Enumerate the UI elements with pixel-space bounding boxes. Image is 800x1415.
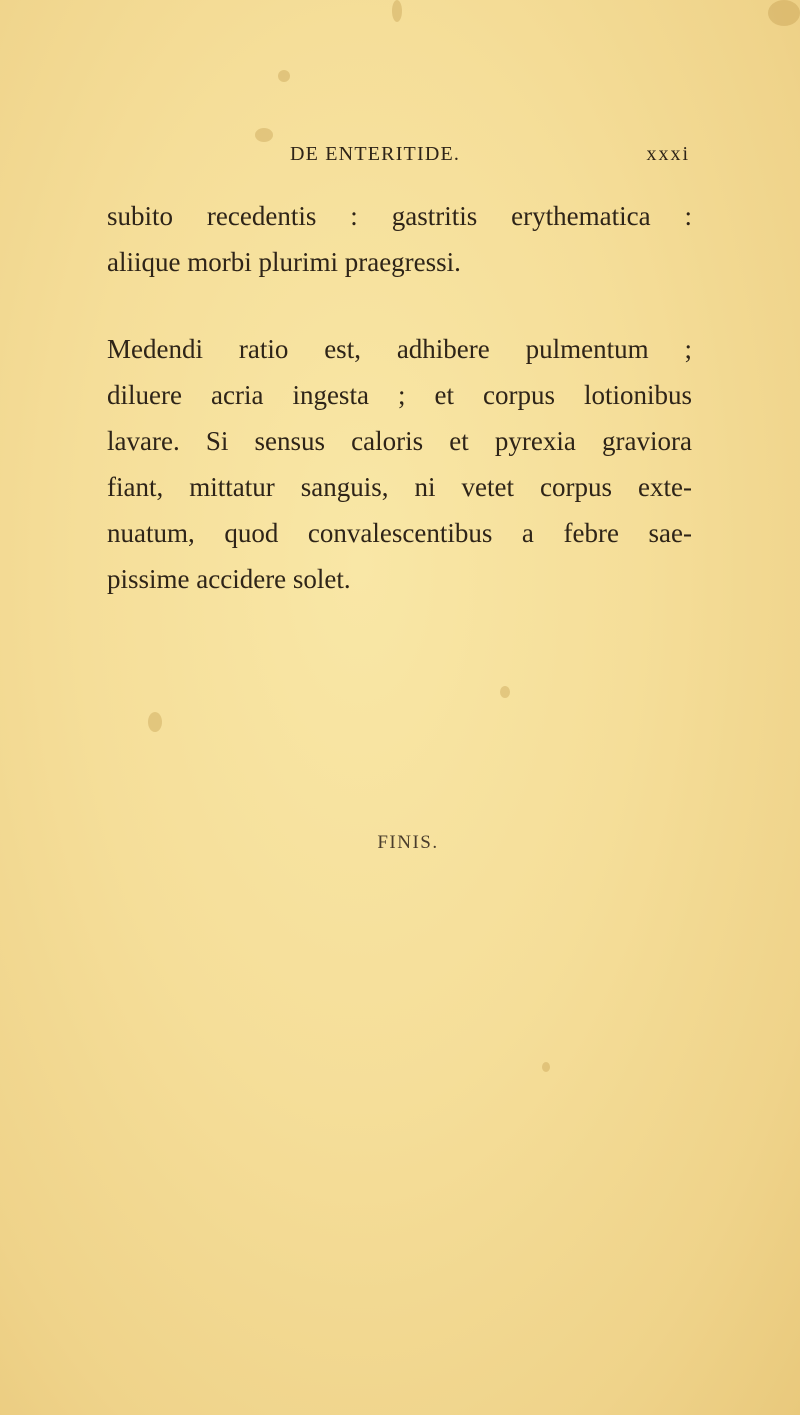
paragraph-gap	[107, 285, 692, 326]
text-line: pissime accidere solet.	[107, 564, 351, 594]
text-line: aliique morbi plurimi praegressi.	[107, 247, 461, 277]
foxing-spot	[278, 70, 290, 82]
body-text	[107, 193, 692, 602]
foxing-spot	[500, 686, 510, 698]
foxing-spot	[768, 0, 800, 26]
text-line: fiant, mittatur sanguis, ni vetet corpus exte-	[107, 472, 692, 502]
foxing-spot	[255, 128, 273, 142]
text-line: diluere acria ingesta ; et corpus lotionibus	[107, 380, 692, 410]
text-line: subito recedentis : gastritis erythematica :	[107, 201, 692, 231]
running-head	[290, 143, 690, 173]
foxing-spot	[392, 0, 402, 22]
running-head-title: DE ENTERITIDE.	[290, 143, 461, 165]
text-line: lavare. Si sensus caloris et pyrexia graviora	[107, 426, 692, 456]
foxing-spot	[542, 1062, 550, 1072]
page-number: xxxi	[646, 143, 690, 165]
finis-text: FINIS.	[377, 832, 439, 853]
text-line: nuatum, quod convalescentibus a febre sae-	[107, 518, 692, 548]
finis-label	[0, 832, 800, 854]
text-line: Medendi ratio est, adhibere pulmentum ;	[107, 334, 692, 364]
foxing-spot	[148, 712, 162, 732]
